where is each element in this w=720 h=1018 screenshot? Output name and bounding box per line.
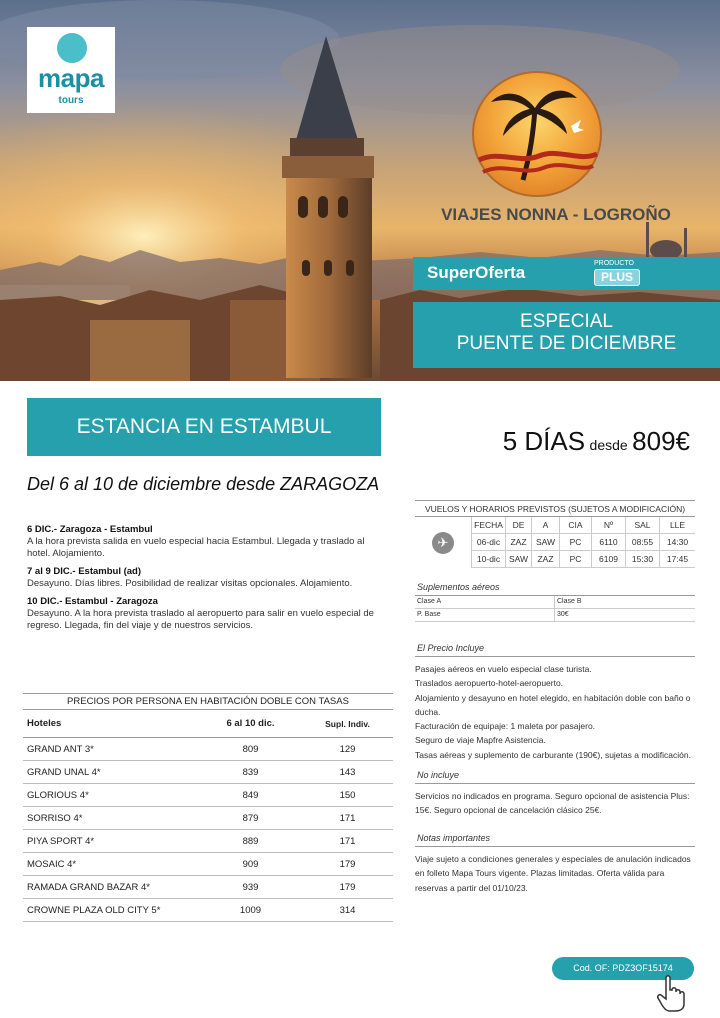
suplementos-title: Suplementos aéreos bbox=[415, 580, 695, 596]
logo-text: mapa bbox=[38, 63, 104, 93]
hotel-price: 809 bbox=[242, 743, 259, 755]
no-incluye-text: Servicios no indicados en programa. Seguro opcional de asistencia Plus: 15€. Seguro opcional de cancelación clásico 25€. bbox=[415, 791, 690, 816]
flight-cell: 10-dic bbox=[471, 551, 505, 568]
flight-header-cell: FECHA bbox=[471, 517, 505, 534]
suplementos-row bbox=[415, 609, 695, 622]
hotel-name: MOSAIC 4* bbox=[27, 858, 77, 870]
incluye-item: Seguro de viaje Mapfre Asistencia. bbox=[415, 735, 546, 746]
hotel-price: 939 bbox=[242, 881, 259, 893]
itinerary-day bbox=[27, 566, 390, 590]
flight-cell: 15:30 bbox=[625, 551, 659, 568]
no-incluye-title: No incluye bbox=[415, 768, 695, 784]
plus-badge: PLUS bbox=[594, 269, 640, 286]
incluye-item: Alojamiento y desayuno en hotel elegido, en habitación doble con baño o ducha. bbox=[415, 692, 691, 717]
trip-title: ESTANCIA EN ESTAMBUL bbox=[27, 398, 381, 456]
logo-circle-icon bbox=[57, 33, 87, 63]
table-row bbox=[23, 807, 393, 830]
table-row bbox=[23, 830, 393, 853]
itinerary-day bbox=[27, 524, 390, 560]
day-title: 10 DIC.- Estambul - Zaragoza bbox=[27, 596, 158, 607]
suplementos-cell: P. Base bbox=[415, 609, 555, 621]
flight-header-cell: SAL bbox=[625, 517, 659, 534]
incluye-item: Traslados aeropuerto-hotel-aeropuerto. bbox=[415, 678, 564, 689]
suplementos-cell: Clase A bbox=[415, 596, 555, 608]
hotel-supl: 150 bbox=[339, 789, 356, 801]
price-table bbox=[23, 693, 393, 922]
hotel-name: GRAND UNAL 4* bbox=[27, 766, 101, 778]
producto-label: PRODUCTO bbox=[594, 260, 634, 267]
day-text: Desayuno. Días libres. Posibilidad de realizar visitas opcionales. Alojamiento. bbox=[27, 578, 353, 589]
flight-cell: 17:45 bbox=[659, 551, 695, 568]
flight-header-cell: LLE bbox=[659, 517, 695, 534]
flight-row bbox=[471, 551, 695, 568]
especial-banner bbox=[413, 302, 720, 368]
price-headline bbox=[440, 426, 690, 457]
table-row bbox=[23, 876, 393, 899]
suplementos-cell: Clase B bbox=[557, 598, 582, 605]
suplementos-row bbox=[415, 596, 695, 609]
mapa-tours-logo bbox=[27, 27, 115, 113]
agency-title: VIAJES NONNA - LOGROÑO bbox=[441, 205, 671, 224]
hotel-price: 879 bbox=[242, 812, 259, 824]
incluye-section bbox=[415, 641, 695, 762]
flight-cell: 6110 bbox=[591, 534, 625, 551]
notas-title: Notas importantes bbox=[415, 831, 695, 847]
especial-line-2: PUENTE DE DICIEMBRE bbox=[456, 333, 677, 354]
flight-header-cell: CIA bbox=[559, 517, 591, 534]
hero-banner bbox=[0, 0, 720, 381]
day-text: A la hora prevista salida en vuelo especial hacia Estambul. Llegada y traslado al hotel. Alojamiento. bbox=[27, 536, 365, 559]
flight-cell: ZAZ bbox=[505, 534, 531, 551]
hotel-supl: 179 bbox=[339, 858, 356, 870]
flights-table bbox=[415, 500, 695, 568]
flight-cell: 14:30 bbox=[659, 534, 695, 551]
hotel-supl: 129 bbox=[339, 743, 356, 755]
flight-cell: SAW bbox=[531, 534, 559, 551]
hotel-name: GLORIOUS 4* bbox=[27, 789, 89, 801]
price-table-header bbox=[23, 710, 393, 738]
offer-code-button[interactable]: Cod. OF: PDZ3OF15174 bbox=[552, 957, 694, 980]
flight-cell: 6109 bbox=[591, 551, 625, 568]
flights-caption: VUELOS Y HORARIOS PREVISTOS (SUJETOS A MODIFICACIÓN) bbox=[415, 500, 695, 517]
especial-line-1: ESPECIAL bbox=[520, 311, 613, 332]
hotel-supl: 143 bbox=[339, 766, 356, 778]
table-row bbox=[23, 784, 393, 807]
col-supl-header: Supl. Indiv. bbox=[325, 718, 370, 729]
flight-header-cell: A bbox=[531, 517, 559, 534]
trip-dates: Del 6 al 10 de diciembre desde ZARAGOZA bbox=[27, 474, 380, 494]
trip-days: 5 DÍAS bbox=[502, 426, 586, 456]
table-row bbox=[23, 738, 393, 761]
hotel-name: CROWNE PLAZA OLD CITY 5* bbox=[27, 904, 161, 916]
logo-subtext: tours bbox=[58, 95, 84, 106]
hand-pointer-icon bbox=[656, 974, 686, 1012]
plane-icon-cell bbox=[415, 517, 471, 568]
flight-cell: 06-dic bbox=[471, 534, 505, 551]
hotel-supl: 314 bbox=[339, 904, 356, 916]
notas-section bbox=[415, 831, 695, 895]
day-title: 6 DIC.- Zaragoza - Estambul bbox=[27, 524, 153, 535]
hotel-price: 839 bbox=[242, 766, 259, 778]
col-price-header: 6 al 10 dic. bbox=[226, 718, 275, 729]
superoferta-label: SuperOferta bbox=[427, 263, 526, 282]
price-desde: desde bbox=[589, 437, 628, 453]
flight-row bbox=[471, 534, 695, 551]
flight-header-cell: DE bbox=[505, 517, 531, 534]
hotel-price: 889 bbox=[242, 835, 259, 847]
suplementos-cell: 30€ bbox=[557, 611, 569, 618]
no-incluye-section bbox=[415, 768, 695, 818]
incluye-item: Tasas aéreas y suplemento de carburante (190€), sujetas a modificación. bbox=[415, 749, 691, 760]
flight-cell: PC bbox=[559, 551, 591, 568]
flight-cell: 08:55 bbox=[625, 534, 659, 551]
flight-header-cell: Nº bbox=[591, 517, 625, 534]
superoferta-banner bbox=[413, 257, 720, 290]
hotel-supl: 171 bbox=[339, 812, 356, 824]
hotel-price: 909 bbox=[242, 858, 259, 870]
incluye-item: Pasajes aéreos en vuelo especial clase turista. bbox=[415, 664, 592, 674]
flight-cell: PC bbox=[559, 534, 591, 551]
hotel-name: RAMADA GRAND BAZAR 4* bbox=[27, 881, 150, 893]
plane-icon: ✈ bbox=[432, 532, 454, 554]
hotel-price: 1009 bbox=[239, 904, 262, 916]
flight-cell: ZAZ bbox=[531, 551, 559, 568]
table-row bbox=[23, 853, 393, 876]
table-row bbox=[23, 899, 393, 922]
hotel-supl: 171 bbox=[339, 835, 356, 847]
suplementos-section bbox=[415, 580, 695, 622]
table-row bbox=[23, 761, 393, 784]
flights-header bbox=[471, 517, 695, 534]
hotel-name: SORRISO 4* bbox=[27, 812, 83, 824]
hotel-name: GRAND ANT 3* bbox=[27, 743, 94, 755]
incluye-item: Facturación de equipaje: 1 maleta por pasajero. bbox=[415, 721, 596, 732]
col-hotel-header: Hoteles bbox=[27, 718, 62, 729]
incluye-title: El Precio Incluye bbox=[415, 641, 695, 657]
palm-tree-logo bbox=[469, 68, 605, 200]
itinerary-day bbox=[27, 596, 390, 632]
hotel-name: PIYA SPORT 4* bbox=[27, 835, 95, 847]
hotel-supl: 179 bbox=[339, 881, 356, 893]
notas-text: Viaje sujeto a condiciones generales y especiales de anulación indicados en folleto Mapa Tours vigente. Plazas limitadas. Oferta válida para reservas a partir del 01/10/23. bbox=[415, 854, 691, 893]
trip-price: 809€ bbox=[632, 426, 690, 456]
day-title: 7 al 9 DIC.- Estambul (ad) bbox=[27, 566, 142, 577]
hotel-price: 849 bbox=[242, 789, 259, 801]
day-text: Desayuno. A la hora prevista traslado al aeropuerto para salir en vuelo especial de regreso. Llegada, fin del viaje y de nuestros servicios. bbox=[27, 608, 374, 631]
itinerary bbox=[27, 524, 390, 638]
price-table-caption: PRECIOS POR PERSONA EN HABITACIÓN DOBLE CON TASAS bbox=[23, 693, 393, 710]
flight-cell: SAW bbox=[505, 551, 531, 568]
